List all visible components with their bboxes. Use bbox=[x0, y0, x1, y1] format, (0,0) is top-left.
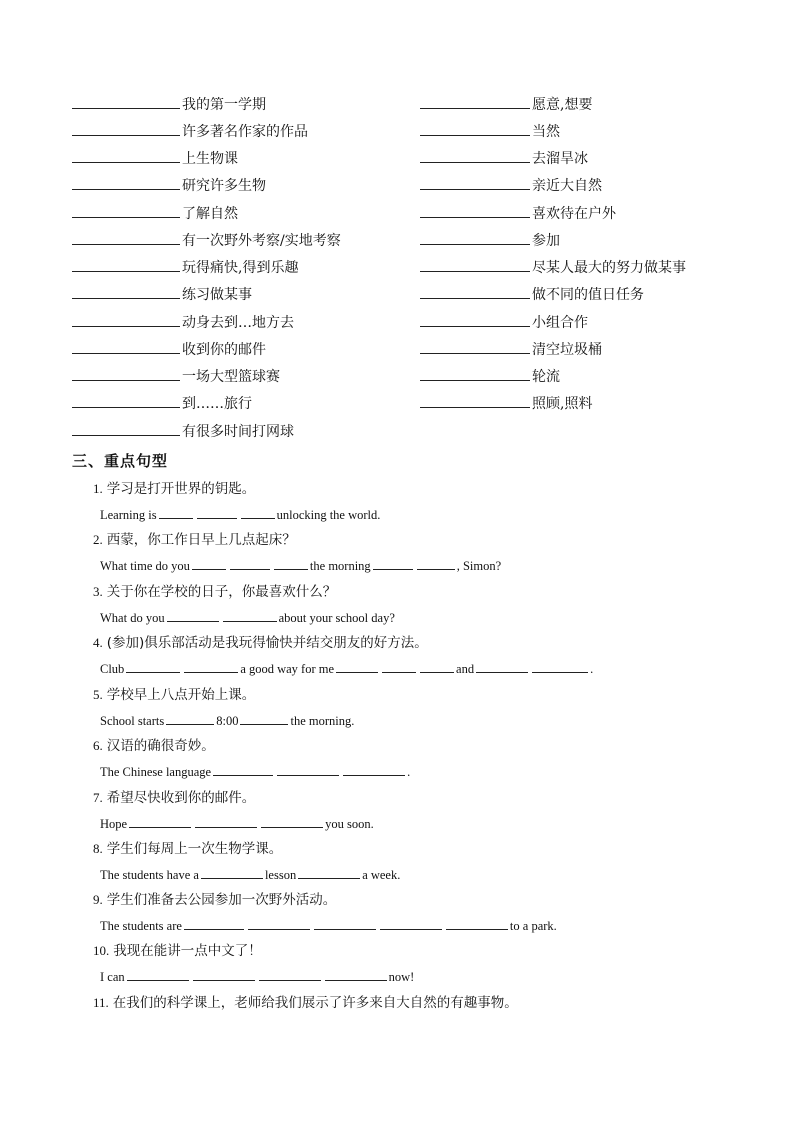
vocab-item bbox=[420, 365, 560, 387]
answer-text: . bbox=[407, 765, 411, 779]
vocab-meaning: 喜欢待在户外 bbox=[532, 206, 616, 222]
answer-blank[interactable] bbox=[184, 659, 238, 673]
question-chinese: 我现在能讲一点中文了！ bbox=[113, 943, 262, 959]
question-number: 4. bbox=[93, 635, 103, 650]
vocab-item bbox=[420, 147, 588, 169]
answer-blank[interactable] bbox=[248, 916, 310, 930]
vocab-meaning: 尽某人最大的努力做某事 bbox=[532, 260, 686, 276]
vocab-meaning: 收到你的邮件 bbox=[182, 342, 266, 358]
answer-blank[interactable] bbox=[298, 865, 360, 879]
answer-text: Club bbox=[100, 662, 125, 676]
question-prompt bbox=[93, 736, 215, 756]
answer-blank[interactable] bbox=[72, 311, 180, 327]
answer-blank[interactable] bbox=[72, 365, 180, 381]
vocab-item bbox=[420, 93, 592, 115]
question-chinese: 学校早上八点开始上课。 bbox=[106, 687, 256, 703]
answer-blank[interactable] bbox=[184, 916, 244, 930]
vocab-item bbox=[72, 311, 294, 333]
question-prompt bbox=[93, 633, 428, 653]
vocab-meaning: 照顾,照料 bbox=[532, 396, 593, 412]
answer-text: and bbox=[456, 662, 475, 676]
vocab-item bbox=[72, 229, 341, 251]
vocab-meaning: 愿意,想要 bbox=[532, 97, 593, 113]
answer-text: Hope bbox=[100, 817, 128, 831]
vocab-meaning: 参加 bbox=[532, 233, 560, 249]
question-chinese: 学生们每周上一次生物学课。 bbox=[106, 841, 283, 857]
answer-line bbox=[100, 814, 374, 834]
answer-text: the morning. bbox=[290, 714, 355, 728]
answer-blank[interactable] bbox=[420, 338, 530, 354]
answer-blank[interactable] bbox=[373, 556, 413, 570]
vocab-item bbox=[72, 202, 238, 224]
answer-blank[interactable] bbox=[72, 147, 180, 163]
vocab-meaning: 做不同的值日任务 bbox=[532, 287, 644, 303]
answer-blank[interactable] bbox=[213, 762, 273, 776]
vocab-item bbox=[72, 338, 266, 360]
question-prompt bbox=[93, 993, 518, 1013]
answer-blank[interactable] bbox=[72, 420, 180, 436]
answer-blank[interactable] bbox=[72, 256, 180, 272]
vocab-meaning: 去溜旱冰 bbox=[532, 151, 588, 167]
answer-blank[interactable] bbox=[129, 814, 191, 828]
answer-blank[interactable] bbox=[72, 392, 180, 408]
vocab-item bbox=[420, 202, 616, 224]
question-chinese: 学生们准备去公园参加一次野外活动。 bbox=[106, 892, 337, 908]
vocab-meaning: 有很多时间打网球 bbox=[182, 424, 294, 440]
question-prompt bbox=[93, 890, 336, 910]
vocab-item bbox=[420, 283, 644, 305]
question-prompt bbox=[93, 530, 296, 550]
answer-blank[interactable] bbox=[382, 659, 416, 673]
answer-blank[interactable] bbox=[420, 659, 454, 673]
vocab-item bbox=[72, 392, 252, 414]
vocab-meaning: 到……旅行 bbox=[182, 396, 252, 412]
answer-blank[interactable] bbox=[72, 283, 180, 299]
question-number: 5. bbox=[93, 687, 103, 702]
answer-line bbox=[100, 711, 354, 731]
answer-line bbox=[100, 762, 410, 782]
question-prompt bbox=[93, 479, 255, 499]
section-title: 三、重点句型 bbox=[72, 452, 169, 470]
answer-text: a good way for me bbox=[240, 662, 335, 676]
question-chinese: 希望尽快收到你的邮件。 bbox=[106, 790, 256, 806]
vocab-meaning: 研究许多生物 bbox=[182, 178, 266, 194]
answer-text: Learning is bbox=[100, 508, 157, 522]
vocab-meaning: 当然 bbox=[532, 124, 560, 140]
answer-text: What do you bbox=[100, 611, 165, 625]
vocab-meaning: 我的第一学期 bbox=[182, 97, 266, 113]
answer-blank[interactable] bbox=[420, 392, 530, 408]
answer-blank[interactable] bbox=[420, 283, 530, 299]
answer-text: I can bbox=[100, 970, 125, 984]
vocab-meaning: 练习做某事 bbox=[182, 287, 252, 303]
answer-text: . bbox=[590, 662, 594, 676]
answer-blank[interactable] bbox=[167, 608, 219, 622]
answer-blank[interactable] bbox=[223, 608, 277, 622]
answer-blank[interactable] bbox=[420, 256, 530, 272]
vocab-meaning: 玩得痛快,得到乐趣 bbox=[182, 260, 299, 276]
answer-blank[interactable] bbox=[532, 659, 588, 673]
answer-blank[interactable] bbox=[314, 916, 376, 930]
question-number: 1. bbox=[93, 481, 103, 496]
question-prompt bbox=[93, 839, 282, 859]
answer-blank[interactable] bbox=[72, 229, 180, 245]
answer-blank[interactable] bbox=[127, 967, 189, 981]
answer-text: lesson bbox=[264, 868, 297, 882]
answer-text: you soon. bbox=[325, 817, 374, 831]
answer-blank[interactable] bbox=[126, 659, 180, 673]
answer-blank[interactable] bbox=[261, 814, 323, 828]
answer-blank[interactable] bbox=[72, 202, 180, 218]
answer-blank[interactable] bbox=[277, 762, 339, 776]
vocab-item bbox=[420, 338, 602, 360]
answer-blank[interactable] bbox=[259, 967, 321, 981]
vocab-item bbox=[72, 420, 294, 442]
vocab-item bbox=[72, 283, 252, 305]
vocab-item bbox=[420, 120, 560, 142]
vocab-item bbox=[420, 256, 686, 278]
answer-blank[interactable] bbox=[417, 556, 455, 570]
vocab-item bbox=[72, 147, 238, 169]
question-number: 11. bbox=[93, 995, 109, 1010]
vocab-meaning: 动身去到…地方去 bbox=[182, 315, 294, 331]
question-number: 8. bbox=[93, 841, 103, 856]
answer-text: the morning bbox=[309, 559, 371, 573]
vocab-meaning: 清空垃圾桶 bbox=[532, 342, 602, 358]
answer-blank[interactable] bbox=[159, 505, 193, 519]
answer-blank[interactable] bbox=[325, 967, 387, 981]
answer-blank[interactable] bbox=[420, 174, 530, 190]
answer-text: a week. bbox=[362, 868, 401, 882]
answer-blank[interactable] bbox=[72, 338, 180, 354]
answer-blank[interactable] bbox=[193, 967, 255, 981]
answer-text: now! bbox=[388, 970, 415, 984]
vocab-meaning: 小组合作 bbox=[532, 315, 588, 331]
answer-blank[interactable] bbox=[380, 916, 442, 930]
answer-blank[interactable] bbox=[420, 120, 530, 136]
answer-blank[interactable] bbox=[241, 505, 275, 519]
answer-blank[interactable] bbox=[192, 556, 226, 570]
answer-line bbox=[100, 505, 380, 525]
answer-blank[interactable] bbox=[420, 147, 530, 163]
answer-text: School starts bbox=[100, 714, 165, 728]
vocab-meaning: 上生物课 bbox=[182, 151, 238, 167]
question-chinese: 汉语的确很奇妙。 bbox=[106, 738, 215, 754]
vocab-meaning: 许多著名作家的作品 bbox=[182, 124, 308, 140]
answer-line bbox=[100, 967, 414, 987]
vocab-item bbox=[420, 311, 588, 333]
question-chinese: (参加)俱乐部活动是我玩得愉快并结交朋友的好方法。 bbox=[106, 635, 428, 651]
answer-blank[interactable] bbox=[420, 202, 530, 218]
answer-text: , Simon? bbox=[456, 559, 502, 573]
answer-text: What time do you bbox=[100, 559, 190, 573]
answer-text: unlocking the world. bbox=[276, 508, 381, 522]
answer-blank[interactable] bbox=[336, 659, 378, 673]
answer-blank[interactable] bbox=[72, 174, 180, 190]
answer-line bbox=[100, 916, 557, 936]
question-prompt bbox=[93, 788, 255, 808]
question-number: 10. bbox=[93, 943, 110, 958]
answer-blank[interactable] bbox=[420, 365, 530, 381]
vocab-item bbox=[420, 174, 602, 196]
answer-blank[interactable] bbox=[72, 93, 180, 109]
answer-line bbox=[100, 556, 501, 576]
vocab-meaning: 一场大型篮球赛 bbox=[182, 369, 280, 385]
answer-blank[interactable] bbox=[420, 311, 530, 327]
vocab-meaning: 了解自然 bbox=[182, 206, 238, 222]
question-number: 2. bbox=[93, 532, 103, 547]
answer-blank[interactable] bbox=[240, 711, 288, 725]
vocab-item bbox=[72, 93, 266, 115]
answer-line bbox=[100, 865, 400, 885]
question-number: 3. bbox=[93, 584, 103, 599]
answer-blank[interactable] bbox=[72, 120, 180, 136]
answer-blank[interactable] bbox=[166, 711, 214, 725]
answer-blank[interactable] bbox=[195, 814, 257, 828]
vocab-meaning: 有一次野外考察/实地考察 bbox=[182, 233, 341, 249]
answer-blank[interactable] bbox=[420, 93, 530, 109]
question-chinese: 学习是打开世界的钥匙。 bbox=[106, 481, 256, 497]
question-prompt bbox=[93, 685, 255, 705]
question-number: 6. bbox=[93, 738, 103, 753]
question-chinese: 西蒙，你工作日早上几点起床？ bbox=[106, 532, 296, 548]
vocab-item bbox=[72, 365, 280, 387]
question-number: 7. bbox=[93, 790, 103, 805]
answer-blank[interactable] bbox=[343, 762, 405, 776]
answer-text: The students have a bbox=[100, 868, 199, 882]
question-chinese: 在我们的科学课上，老师给我们展示了许多来自大自然的有趣事物。 bbox=[112, 995, 518, 1011]
answer-text: to a park. bbox=[509, 919, 557, 933]
answer-line bbox=[100, 659, 593, 679]
question-chinese: 关于你在学校的日子，你最喜欢什么？ bbox=[106, 584, 337, 600]
question-prompt bbox=[93, 582, 336, 602]
vocab-item bbox=[420, 392, 592, 414]
vocab-meaning: 亲近大自然 bbox=[532, 178, 602, 194]
question-number: 9. bbox=[93, 892, 103, 907]
answer-blank[interactable] bbox=[197, 505, 237, 519]
answer-line bbox=[100, 608, 395, 628]
answer-blank[interactable] bbox=[476, 659, 528, 673]
vocab-item bbox=[72, 256, 298, 278]
answer-text: The students are bbox=[100, 919, 182, 933]
vocab-meaning: 轮流 bbox=[532, 369, 560, 385]
answer-text: The Chinese language bbox=[100, 765, 212, 779]
vocab-item bbox=[72, 174, 266, 196]
vocab-item bbox=[72, 120, 308, 142]
answer-blank[interactable] bbox=[420, 229, 530, 245]
answer-blank[interactable] bbox=[274, 556, 308, 570]
answer-blank[interactable] bbox=[230, 556, 270, 570]
answer-blank[interactable] bbox=[446, 916, 508, 930]
answer-text: 8:00 bbox=[216, 714, 239, 728]
answer-blank[interactable] bbox=[201, 865, 263, 879]
answer-text: about your school day? bbox=[278, 611, 395, 625]
vocab-item bbox=[420, 229, 560, 251]
question-prompt bbox=[93, 941, 262, 961]
